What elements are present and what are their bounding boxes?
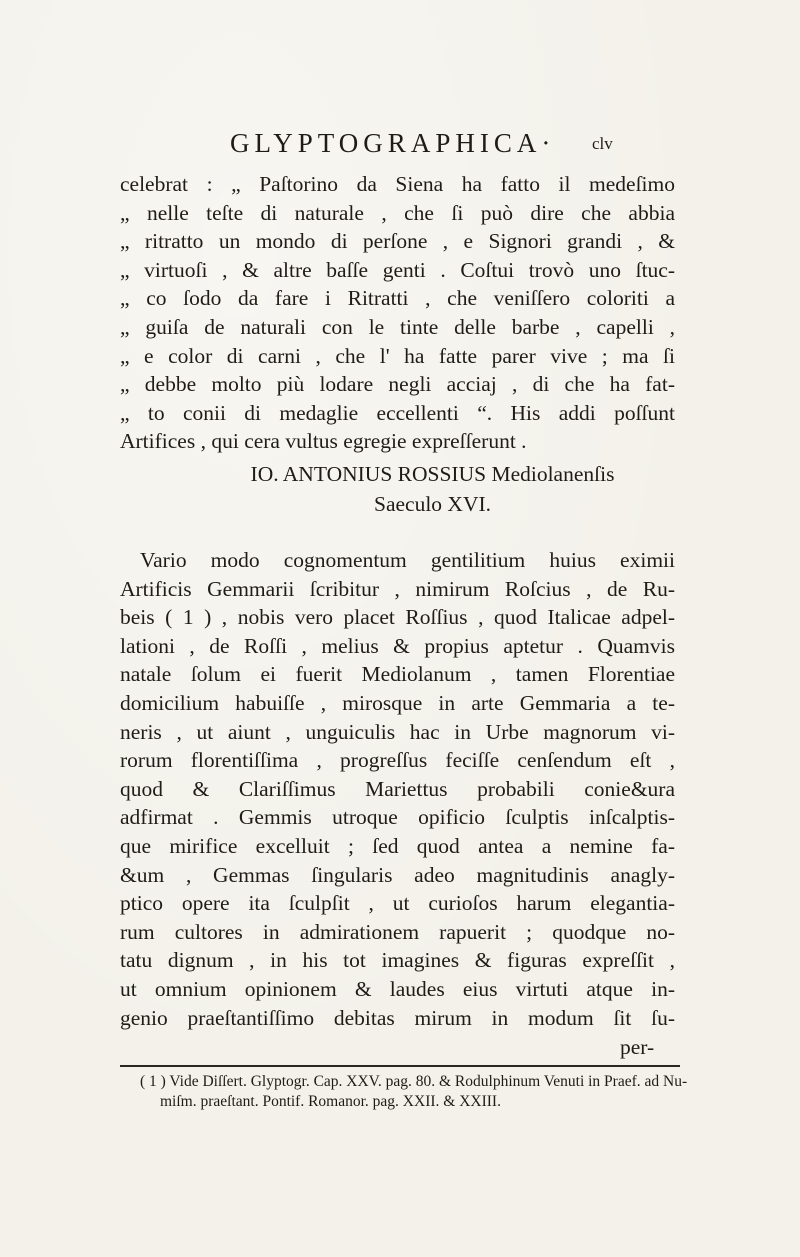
text-line: „ virtuoſi , & altre baſſe genti . Coſtui trovò uno ſtuc- xyxy=(120,257,675,282)
text-line: tatu dignum , in his tot imagines & figuras expreſſit , xyxy=(120,948,675,973)
text-line: „ co ſodo da fare i Ritratti , che veniſſero coloriti a xyxy=(120,286,675,311)
text-line: &um , Gemmas ſingularis adeo magnitudinis anagly- xyxy=(120,862,675,887)
text-line: „ nelle teſte di naturale , che ſi può dire che abbia xyxy=(120,200,675,225)
text-line: celebrat : „ Paſtorino da Siena ha fatto il medeſimo xyxy=(120,172,675,196)
text-line: ptico opere ita ſculpſit , ut curioſos harum elegantia- xyxy=(120,891,675,916)
text-line: que mirifice excelluit ; ſed quod antea a nemine fa- xyxy=(120,833,675,858)
text-line: lationi , de Roſſi , melius & propius aptetur . Quamvis xyxy=(120,633,675,658)
footnote xyxy=(140,1072,688,1112)
text-line: „ to conii di medaglie eccellenti “. His addi poſſunt xyxy=(120,400,675,425)
catchword: per- xyxy=(620,1035,655,1059)
text-line: Vario modo cognomentum gentilitium huius eximii xyxy=(140,548,675,572)
text-line: quod & Clariſſimus Mariettus probabili conie&ura xyxy=(120,776,675,801)
footnote-divider xyxy=(120,1065,680,1067)
page-number: clv xyxy=(592,134,613,153)
text-line: adfirmat . Gemmis utroque opificio ſculptis inſcalptis- xyxy=(120,805,675,830)
text-line: natale ſolum ei fuerit Mediolanum , tamen Florentiae xyxy=(120,662,675,687)
text-line: ut omnium opinionem & laudes eius virtuti atque in- xyxy=(120,976,675,1001)
text-line: domicilium habuiſſe , mirosque in arte Gemmaria a te- xyxy=(120,690,675,715)
text-line: „ ritratto un mondo di perſone , e Signori grandi , & xyxy=(120,229,675,254)
text-line: Artificis Gemmarii ſcribitur , nimirum Roſcius , de Ru- xyxy=(120,576,675,601)
text-line: rorum florentiſſima , progreſſus feciſſe cenſendum eſt , xyxy=(120,748,675,773)
paragraph-pastorino-quote xyxy=(120,170,675,456)
footnote-line: ( 1 ) Vide Diſſert. Glyptogr. Cap. XXV. pag. 80. & Rodulphinum Venuti in Praef. ad Nu- xyxy=(140,1073,688,1090)
text-line: „ guiſa de naturali con le tinte delle barbe , capelli , xyxy=(120,314,675,339)
text-line: „ e color di carni , che l' ha fatte parer vive ; ma ſi xyxy=(120,343,675,368)
heading-century: Saeculo XVI. xyxy=(373,492,492,516)
text-line: beis ( 1 ) , nobis vero placet Roſſius , quod Italicae adpel- xyxy=(120,605,675,630)
page-header xyxy=(230,128,660,162)
section-heading xyxy=(120,462,675,522)
text-line: rum cultores in admirationem rapuerit ; quodque no- xyxy=(120,919,675,944)
paragraph-rossius xyxy=(120,546,675,1032)
text-line: „ debbe molto più lodare negli acciaj , di che ha fat- xyxy=(120,372,675,397)
footnote-line: miſm. praeſtant. Pontif. Romanor. pag. XXII. & XXIII. xyxy=(160,1093,501,1110)
heading-artist-name: IO. ANTONIUS ROSSIUS Mediolanenſis xyxy=(250,462,615,486)
text-line: neris , ut aiunt , unguiculis hac in Urbe magnorum vi- xyxy=(120,719,675,744)
text-line: genio praeſtantiſſimo debitas mirum in modum ſit ſu- xyxy=(120,1005,675,1030)
running-title: GLYPTOGRAPHICA· xyxy=(230,128,556,158)
text-line: Artifices , qui cera vultus egregie expreſſerunt . xyxy=(120,429,527,454)
